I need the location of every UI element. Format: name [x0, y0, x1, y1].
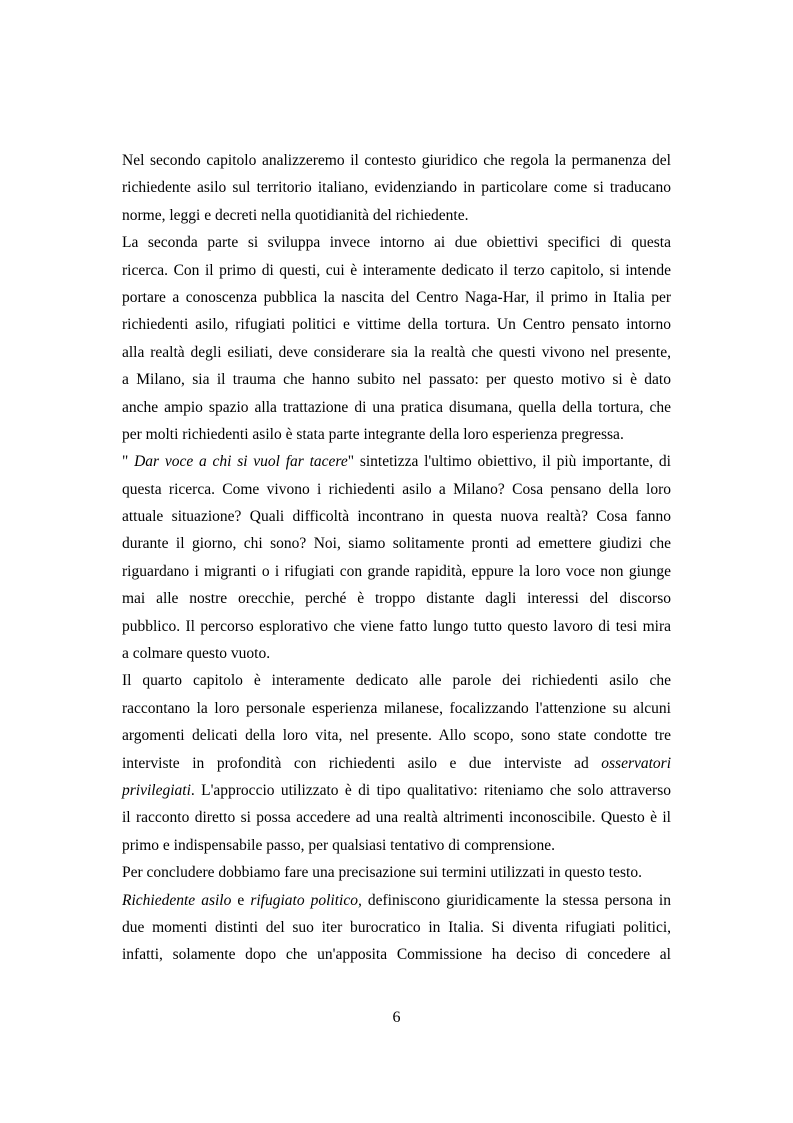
paragraph-6	[122, 889, 671, 971]
text-line: durante il giorno, chi sono? Noi, siamo solitamente pronti ad emettere giudizi che	[122, 535, 671, 553]
text-line	[122, 889, 671, 916]
quote-italic: Dar voce a chi si vuol far tacere	[134, 453, 348, 471]
paragraph-2	[122, 231, 671, 450]
text-line: richiedenti asilo, rifugiati politici e vittime della tortura. Un Centro pensato intorno	[122, 316, 671, 334]
paragraph-1	[122, 149, 671, 231]
text-line: norme, leggi e decreti nella quotidianità del richiedente.	[122, 206, 469, 224]
text-fragment: definiscono giuridicamente la stessa persona in	[361, 891, 671, 909]
text-line: richiedente asilo sul territorio italiano, evidenziando in particolare come si traducano	[122, 179, 671, 197]
text-fragment: " sintetizza l'ultimo obiettivo, il più importante, di	[347, 453, 671, 471]
italic-term: Richiedente asilo	[122, 891, 232, 909]
text-line: Per concludere dobbiamo fare una precisazione sui termini utilizzati in questo testo.	[122, 864, 642, 882]
text-line: mai alle nostre orecchie, perché è troppo distante dagli interessi del discorso	[122, 590, 671, 608]
text-line	[122, 779, 671, 806]
paragraph-4	[122, 669, 671, 861]
text-line	[122, 752, 671, 779]
italic-term: privilegiati	[122, 781, 191, 799]
italic-term: rifugiato politico,	[250, 891, 362, 909]
text-line: anche ampio spazio alla trattazione di una pratica disumana, quella della tortura, che	[122, 398, 671, 416]
text-line: pubblico. Il percorso esplorativo che viene fatto lungo tutto questo lavoro di tesi mira	[122, 617, 671, 635]
text-line	[122, 450, 671, 477]
page-number: 6	[392, 1009, 401, 1026]
text-line: alla realtà degli esiliati, deve considerare sia la realtà che questi vivono nel presente,	[122, 343, 671, 361]
document-body	[122, 149, 671, 971]
text-line: il racconto diretto si possa accedere ad una realtà altrimenti inconoscibile. Questo è il	[122, 809, 671, 827]
text-line: infatti, solamente dopo che un'apposita Commissione ha deciso di concedere al	[122, 946, 671, 964]
text-line: a colmare questo vuoto.	[122, 645, 271, 663]
quote-open: "	[122, 453, 135, 471]
text-line: a Milano, sia il trauma che hanno subito nel passato: per questo motivo si è dato	[122, 371, 671, 389]
text-line: riguardano i migranti o i rifugiati con grande rapidità, eppure la loro voce non giunge	[122, 562, 671, 580]
text-line: Nel secondo capitolo analizzeremo il contesto giuridico che regola la permanenza del	[122, 152, 671, 169]
text-line: raccontano la loro personale esperienza milanese, focalizzando l'attenzione su alcuni	[122, 699, 671, 717]
paragraph-3	[122, 450, 671, 669]
text-fragment: interviste in profondità con richiedenti asilo e due interviste ad	[122, 754, 602, 772]
text-line: due momenti distinti del suo iter burocratico in Italia. Si diventa rifugiati politici,	[122, 918, 671, 936]
text-line: per molti richiedenti asilo è stata parte integrante della loro esperienza pregressa.	[122, 425, 624, 443]
text-line: primo e indispensabile passo, per qualsiasi tentativo di comprensione.	[122, 836, 556, 854]
text-line: attuale situazione? Quali difficoltà incontrano in questa nuova realtà? Cosa fanno	[122, 508, 671, 526]
text-line: ricerca. Con il primo di questi, cui è interamente dedicato il terzo capitolo, si intende	[122, 261, 671, 279]
paragraph-5	[122, 861, 671, 888]
text-line: La seconda parte si sviluppa invece intorno ai due obiettivi specifici di questa	[122, 234, 671, 252]
text-fragment: . L'approccio utilizzato è di tipo qualitativo: riteniamo che solo attraverso	[190, 781, 671, 799]
text-line: Il quarto capitolo è interamente dedicato alle parole dei richiedenti asilo che	[122, 672, 671, 690]
text-line: questa ricerca. Come vivono i richiedenti asilo a Milano? Cosa pensano della loro	[122, 480, 671, 498]
text-line: argomenti delicati della loro vita, nel presente. Allo scopo, sono state condotte tre	[122, 727, 671, 745]
text-fragment: e	[231, 891, 251, 909]
italic-term: osservatori	[601, 754, 671, 772]
text-line: portare a conoscenza pubblica la nascita del Centro Naga-Har, il primo in Italia per	[122, 288, 671, 306]
